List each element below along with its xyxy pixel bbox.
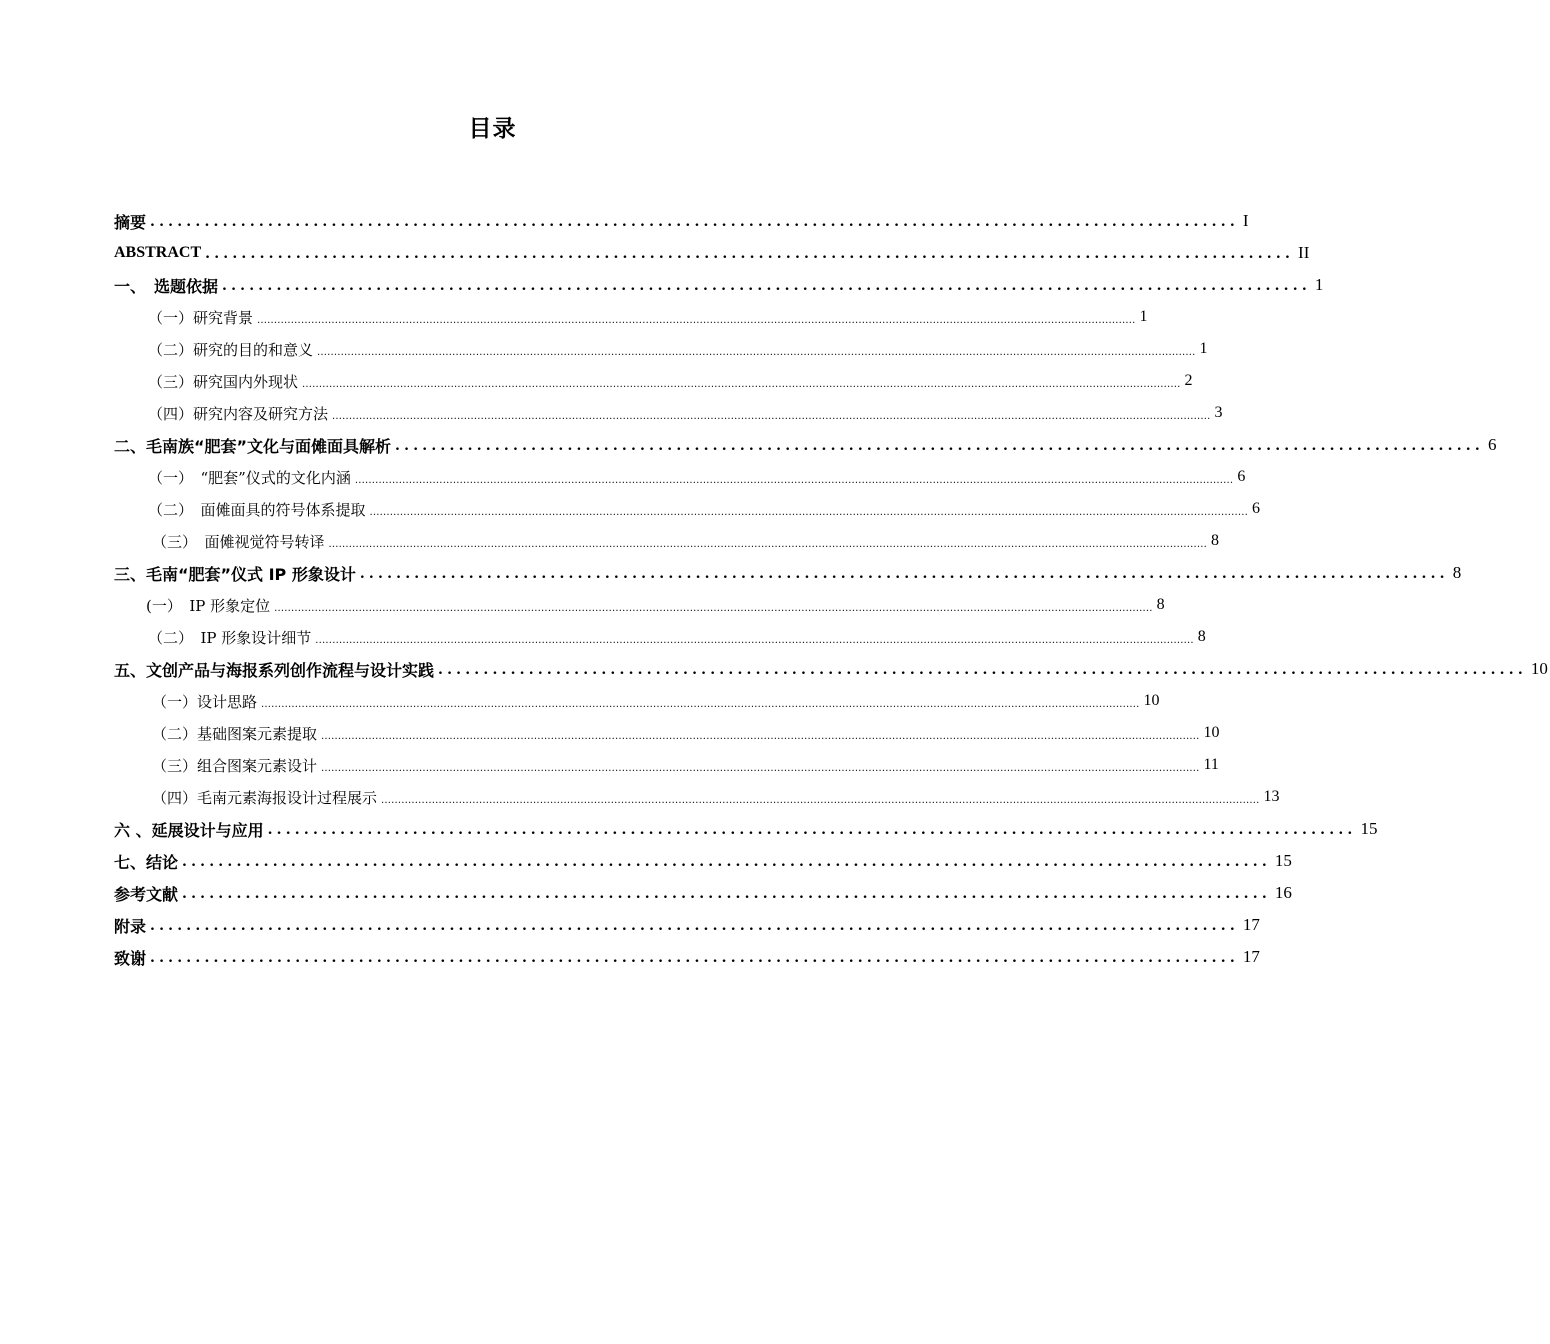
toc-entry-page-number: II (1298, 243, 1310, 262)
toc-entry[interactable] (114, 333, 1208, 365)
toc-entry-label: （二）研究的目的和意义 (148, 340, 314, 359)
toc-entry-page-number: 8 (1452, 563, 1462, 582)
toc-entry[interactable] (114, 525, 1219, 557)
toc-entry-page-number: 16 (1274, 883, 1292, 902)
toc-dot-leader: ........................................................................................................................ (150, 214, 1239, 230)
toc-entry[interactable] (114, 813, 1378, 845)
toc-entry[interactable] (114, 557, 1462, 589)
toc-entry[interactable] (114, 685, 1160, 717)
toc-entry-label: 一、 选题依据 (114, 276, 219, 296)
toc-entry[interactable] (114, 621, 1206, 653)
toc-entry[interactable] (114, 429, 1497, 461)
toc-entry[interactable] (114, 365, 1193, 397)
toc-entry-label: （三）研究国内外现状 (148, 372, 299, 391)
toc-dot-leader: ........................................................................................................................ (205, 246, 1295, 262)
toc-dot-leader: ........................................................................................................................ (150, 950, 1239, 966)
toc-entry-label: （一）研究背景 (148, 308, 254, 327)
toc-entry-label: （三） 面傩视觉符号转译 (152, 532, 325, 551)
toc-entry[interactable] (114, 397, 1223, 429)
toc-entry[interactable] (114, 877, 1292, 909)
toc-entry-page-number: 8 (1210, 532, 1219, 549)
toc-dot-leader: .................................................................................................................................................................................................................................................................... (328, 538, 1207, 550)
toc-entry-page-number: 1 (1314, 275, 1324, 294)
toc-entry-label: (一） IP 形象定位 (146, 596, 271, 615)
toc-entry[interactable] (114, 589, 1165, 621)
toc-dot-leader: .................................................................................................................................................................................................................................................................... (315, 634, 1194, 646)
toc-dot-leader: .................................................................................................................................................................................................................................................................... (302, 378, 1181, 390)
toc-entry-label: ABSTRACT (114, 244, 202, 261)
toc-dot-leader: ........................................................................................................................ (438, 662, 1527, 678)
toc-entry[interactable] (114, 237, 1310, 269)
toc-entry-page-number: 1 (1139, 308, 1148, 325)
toc-entry-page-number: 11 (1203, 756, 1219, 773)
toc-entry-label: 六 、延展设计与应用 (114, 820, 264, 840)
toc-entry-label: （四）毛南元素海报设计过程展示 (152, 788, 378, 807)
toc-entry-label: 附录 (114, 916, 147, 936)
toc-entry-page-number: 8 (1156, 596, 1165, 613)
page-title: 目录 (468, 116, 517, 142)
toc-entry-label: （二） IP 形象设计细节 (148, 628, 312, 647)
toc-dot-leader: .................................................................................................................................................................................................................................................................... (354, 474, 1234, 486)
toc-entry-page-number: 6 (1237, 468, 1246, 485)
toc-entry-label: 摘要 (114, 212, 147, 232)
toc-dot-leader: .................................................................................................................................................................................................................................................................... (321, 762, 1200, 774)
toc-entry-page-number: 17 (1242, 947, 1260, 966)
toc-dot-leader: .................................................................................................................................................................................................................................................................... (261, 698, 1140, 710)
toc-entry[interactable] (114, 909, 1260, 941)
toc-dot-leader: ........................................................................................................................ (395, 438, 1484, 454)
toc-entry-page-number: 17 (1242, 915, 1260, 934)
toc-entry-page-number: 10 (1530, 659, 1548, 678)
toc-entry-label: 致谢 (114, 948, 147, 968)
toc-dot-leader: .................................................................................................................................................................................................................................................................... (257, 314, 1136, 326)
toc-entry-label: （四）研究内容及研究方法 (148, 404, 329, 423)
toc-entry[interactable] (114, 653, 1548, 685)
toc-entry-page-number: 10 (1143, 692, 1160, 709)
toc-entry-page-number: 15 (1274, 851, 1292, 870)
toc-entry-page-number: 6 (1487, 435, 1497, 454)
toc-entry-label: （二） 面傩面具的符号体系提取 (148, 500, 366, 519)
toc-entry-label: 五、文创产品与海报系列创作流程与设计实践 (114, 660, 435, 680)
toc-entry-page-number: 10 (1203, 724, 1220, 741)
toc-dot-leader: ........................................................................................................................ (182, 886, 1271, 902)
toc-entry-page-number: 15 (1360, 819, 1378, 838)
toc-entry[interactable] (114, 493, 1260, 525)
toc-entry[interactable] (114, 749, 1219, 781)
toc-entry-label: 三、毛南“肥套”仪式 IP 形象设计 (114, 564, 356, 584)
toc-dot-leader: .................................................................................................................................................................................................................................................................... (381, 794, 1260, 806)
toc-dot-leader: .................................................................................................................................................................................................................................................................... (317, 346, 1196, 358)
toc-dot-leader: .................................................................................................................................................................................................................................................................... (274, 602, 1153, 614)
table-of-contents (114, 205, 1548, 973)
toc-entry[interactable] (114, 845, 1292, 877)
toc-entry-page-number: 1 (1199, 340, 1208, 357)
toc-entry-label: （一） “肥套”仪式的文化内涵 (148, 468, 351, 487)
toc-entry[interactable] (114, 269, 1324, 301)
toc-dot-leader: ........................................................................................................................ (267, 822, 1357, 838)
toc-entry[interactable] (114, 717, 1220, 749)
toc-entry-label: （二）基础图案元素提取 (152, 724, 318, 743)
toc-dot-leader: .................................................................................................................................................................................................................................................................... (369, 506, 1248, 518)
toc-dot-leader: ........................................................................................................................ (182, 854, 1271, 870)
toc-entry-page-number: 8 (1197, 628, 1206, 645)
toc-entry-label: 参考文献 (114, 884, 179, 904)
toc-entry[interactable] (114, 301, 1148, 333)
toc-dot-leader: ........................................................................................................................ (222, 278, 1311, 294)
toc-entry[interactable] (114, 781, 1280, 813)
toc-entry-page-number: 2 (1184, 372, 1193, 389)
toc-entry-page-number: 13 (1263, 788, 1280, 805)
toc-entry-label: 七、结论 (114, 852, 179, 872)
toc-dot-leader: ........................................................................................................................ (150, 918, 1239, 934)
toc-entry-page-number: 3 (1214, 404, 1223, 421)
toc-entry[interactable] (114, 941, 1260, 973)
toc-dot-leader: .................................................................................................................................................................................................................................................................... (332, 410, 1211, 422)
toc-entry-page-number: I (1242, 211, 1249, 230)
toc-entry-label: 二、毛南族“肥套”文化与面傩面具解析 (114, 436, 392, 456)
toc-entry-label: （一）设计思路 (152, 692, 258, 711)
toc-dot-leader: ........................................................................................................................ (359, 566, 1449, 582)
toc-entry[interactable] (114, 205, 1249, 237)
toc-dot-leader: .................................................................................................................................................................................................................................................................... (321, 730, 1200, 742)
toc-entry-page-number: 6 (1251, 500, 1260, 517)
toc-entry-label: （三）组合图案元素设计 (152, 756, 318, 775)
toc-entry[interactable] (114, 461, 1246, 493)
